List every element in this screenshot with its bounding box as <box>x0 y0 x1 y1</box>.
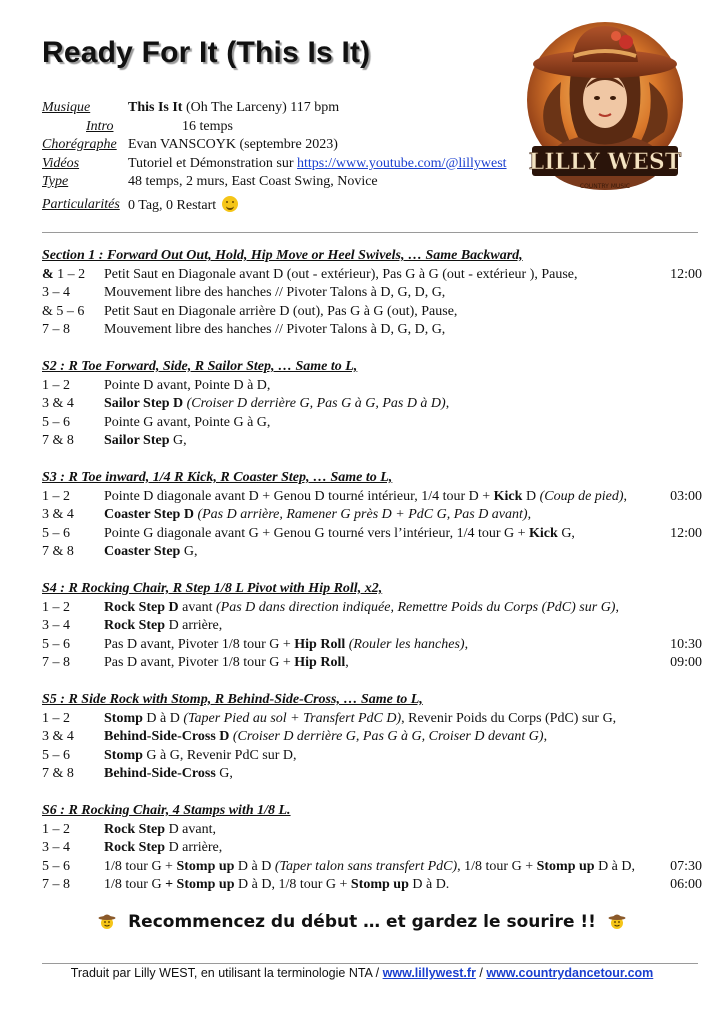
step-description: Rock Step D avant (Pas D dans direction indiquée, Remettre Poids du Corps (PdC) sur G), <box>104 599 619 615</box>
videos-label: Vidéos <box>42 155 80 171</box>
step-description: 1/8 tour G + Stomp up D à D, 1/8 tour G + Stomp up D à D. <box>104 877 450 892</box>
youtube-link[interactable]: https://www.youtube.com/@lillywest <box>297 155 507 171</box>
step-description: Rock Step D avant, <box>104 821 216 837</box>
step-line <box>42 617 702 636</box>
step-description: Stomp G à G, Revenir PdC sur D, <box>104 747 297 763</box>
step-description: Petit Saut en Diagonale avant D (out - extérieur), Pas G à G (out - extérieur ), Pause, <box>104 266 578 282</box>
step-line <box>42 858 702 877</box>
section-title: S5 : R Side Rock with Stomp, R Behind-Side-Cross, … Same to L, <box>42 692 423 707</box>
step-description: Pointe G diagonale avant G + Genou G tourné vers l’intérieur, 1/4 tour G + Kick G, <box>104 525 575 541</box>
step-description: Pas D avant, Pivoter 1/8 tour G + Hip Roll (Rouler les hanches), <box>104 636 469 652</box>
step-counts: 3 – 4 <box>42 285 70 300</box>
step-wall-time <box>658 821 702 840</box>
step-description: Pas D avant, Pivoter 1/8 tour G + Hip Roll, <box>104 655 349 670</box>
step-line <box>42 395 702 414</box>
step-line <box>42 506 702 525</box>
particularites-label: Particularités <box>42 196 120 212</box>
dance-info <box>42 99 507 216</box>
section <box>42 469 702 562</box>
step-counts: 5 – 6 <box>42 525 70 541</box>
section-title: S2 : R Toe Forward, Side, R Sailor Step, … Same to L, <box>42 359 358 374</box>
section <box>42 247 702 340</box>
step-wall-time <box>658 543 702 562</box>
step-description: Sailor Step G, <box>104 433 187 448</box>
step-counts: 7 & 8 <box>42 433 74 448</box>
step-line <box>42 414 702 433</box>
step-wall-time <box>658 839 702 858</box>
step-description: Coaster Step G, <box>104 544 198 559</box>
step-wall-time <box>658 747 702 766</box>
countrydancetour-link[interactable]: www.countrydancetour.com <box>486 966 654 980</box>
step-wall-time: 03:00 <box>670 488 702 504</box>
step-wall-time <box>658 617 702 636</box>
step-counts: 3 & 4 <box>42 729 74 744</box>
type-row <box>42 173 507 192</box>
step-wall-time: 06:00 <box>670 877 702 892</box>
credits: Traduit par Lilly WEST, en utilisant la terminologie NTA / www.lillywest.fr / www.countrydancetour.com <box>70 966 654 980</box>
section-title: S3 : R Toe inward, 1/4 R Kick, R Coaster Step, … Same to L, <box>42 470 393 485</box>
step-counts: 5 – 6 <box>42 414 70 430</box>
step-line <box>42 266 702 285</box>
step-wall-time <box>658 284 702 303</box>
step-line <box>42 821 702 840</box>
step-wall-time <box>658 765 702 784</box>
step-description: Pointe G avant, Pointe G à G, <box>104 414 271 430</box>
step-counts: & 5 – 6 <box>42 303 85 319</box>
page-title: Ready For It (This Is It) <box>42 36 371 69</box>
step-line <box>42 765 702 784</box>
step-description: Mouvement libre des hanches // Pivoter Talons à D, G, D, G, <box>104 285 446 300</box>
step-description: Mouvement libre des hanches // Pivoter Talons à D, G, D, G, <box>104 322 446 337</box>
step-description: Behind-Side-Cross D (Croiser D derrière G, Pas G à G, Croiser D devant G), <box>104 729 548 744</box>
step-counts: 3 – 4 <box>42 618 70 633</box>
step-wall-time <box>658 599 702 618</box>
step-counts: 1 – 2 <box>42 488 70 504</box>
step-counts: 3 – 4 <box>42 840 70 855</box>
logo-text: LILLY WEST <box>528 149 682 175</box>
section <box>42 802 702 895</box>
step-description: Rock Step D arrière, <box>104 840 223 855</box>
step-counts: 7 – 8 <box>42 877 70 892</box>
step-line <box>42 636 702 655</box>
step-wall-time <box>658 303 702 322</box>
step-counts: & 1 – 2 <box>42 266 86 282</box>
step-wall-time <box>658 710 702 729</box>
step-wall-time <box>658 432 702 451</box>
step-counts: 3 & 4 <box>42 507 74 522</box>
type-value: 48 temps, 2 murs, East Coast Swing, Novice <box>128 174 378 190</box>
step-wall-time <box>658 728 702 747</box>
step-line <box>42 543 702 562</box>
musique-title: This Is It <box>128 100 183 115</box>
choreo-label: Chorégraphe <box>42 137 117 153</box>
musique-label: Musique <box>42 100 91 115</box>
step-line <box>42 303 702 322</box>
musique-details: (Oh The Larceny) 117 bpm <box>185 100 340 115</box>
section <box>42 580 702 673</box>
cowboy-emoji-icon <box>98 912 116 930</box>
logo-subtext: COUNTRY MUSIC <box>579 183 631 190</box>
step-wall-time <box>658 395 702 414</box>
step-counts: 1 – 2 <box>42 821 70 837</box>
particularites-value: 0 Tag, 0 Restart <box>128 197 217 213</box>
choreo-value: Evan VANSCOYK (septembre 2023) <box>128 137 338 153</box>
videos-text: Tutoriel et Démonstration sur <box>128 155 298 171</box>
step-counts: 5 – 6 <box>42 747 70 763</box>
step-line <box>42 710 702 729</box>
step-description: Coaster Step D (Pas D arrière, Ramener G près D + PdC G, Pas D avant), <box>104 507 532 522</box>
step-counts: 1 – 2 <box>42 710 70 726</box>
step-counts: 7 & 8 <box>42 544 74 559</box>
section-title: S6 : R Rocking Chair, 4 Stamps with 1/8 L. <box>42 803 291 818</box>
step-line <box>42 321 702 340</box>
section-title: S4 : R Rocking Chair, R Step 1/8 L Pivot with Hip Roll, x2, <box>42 581 383 596</box>
type-label: Type <box>42 174 69 190</box>
section <box>42 358 702 451</box>
choreo-row <box>42 136 507 155</box>
section <box>42 691 702 784</box>
step-wall-time: 12:00 <box>670 525 702 541</box>
step-wall-time <box>658 377 702 396</box>
step-description: Pointe D diagonale avant D + Genou D tourné intérieur, 1/4 tour D + Kick D (Coup de pied), <box>104 488 628 504</box>
step-wall-time: 07:30 <box>670 858 702 874</box>
step-wall-time <box>658 506 702 525</box>
step-counts: 7 – 8 <box>42 655 70 670</box>
step-wall-time <box>658 321 702 340</box>
step-wall-time <box>658 414 702 433</box>
musique-row <box>42 99 507 118</box>
particularites-row <box>42 196 507 216</box>
step-description: Petit Saut en Diagonale arrière D (out), Pas G à G (out), Pause, <box>104 303 458 319</box>
step-description: Pointe D avant, Pointe D à D, <box>104 377 271 393</box>
intro-label: Intro <box>86 118 114 134</box>
step-description: Behind-Side-Cross G, <box>104 766 233 781</box>
top-divider <box>42 232 698 233</box>
intro-row <box>42 118 507 137</box>
step-wall-time: 09:00 <box>670 655 702 670</box>
cowboy-emoji-icon <box>608 912 626 930</box>
bottom-divider <box>42 963 698 964</box>
step-description: Rock Step D arrière, <box>104 618 223 633</box>
lilly-west-logo <box>516 12 694 200</box>
step-line <box>42 839 702 858</box>
step-line <box>42 488 702 507</box>
videos-row <box>42 155 507 174</box>
credits-text: Traduit par Lilly WEST, en utilisant la terminologie NTA / <box>70 966 383 980</box>
step-counts: 5 – 6 <box>42 636 70 652</box>
step-line <box>42 728 702 747</box>
step-line <box>42 284 702 303</box>
step-wall-time: 12:00 <box>670 266 702 282</box>
step-line <box>42 432 702 451</box>
smiley-icon <box>222 196 238 212</box>
step-line <box>42 599 702 618</box>
step-counts: 1 – 2 <box>42 377 70 393</box>
section-title: Section 1 : Forward Out Out, Hold, Hip Move or Heel Swivels, … Same Backward, <box>42 248 523 263</box>
step-line <box>42 654 702 673</box>
step-counts: 1 – 2 <box>42 599 70 615</box>
step-line <box>42 377 702 396</box>
step-line <box>42 876 702 895</box>
step-description: Sailor Step D (Croiser D derrière G, Pas G à G, Pas D à D), <box>104 396 450 411</box>
footer-message-row <box>0 912 724 932</box>
step-sheet <box>42 247 702 913</box>
lillywest-link[interactable]: www.lillywest.fr <box>382 966 476 980</box>
step-line <box>42 525 702 544</box>
step-line <box>42 747 702 766</box>
step-counts: 7 & 8 <box>42 766 74 781</box>
step-counts: 5 – 6 <box>42 858 70 874</box>
step-counts: 7 – 8 <box>42 322 70 337</box>
intro-value: 16 temps <box>182 118 233 134</box>
step-description: 1/8 tour G + Stomp up D à D (Taper talon sans transfert PdC), 1/8 tour G + Stomp up D à D, <box>104 858 635 874</box>
step-description: Stomp D à D (Taper Pied au sol + Transfert PdC D), Revenir Poids du Corps (PdC) sur G, <box>104 710 617 726</box>
step-counts: 3 & 4 <box>42 396 74 411</box>
footer-message: Recommencez du début … et gardez le sourire !! <box>128 912 596 932</box>
step-wall-time: 10:30 <box>670 636 702 652</box>
